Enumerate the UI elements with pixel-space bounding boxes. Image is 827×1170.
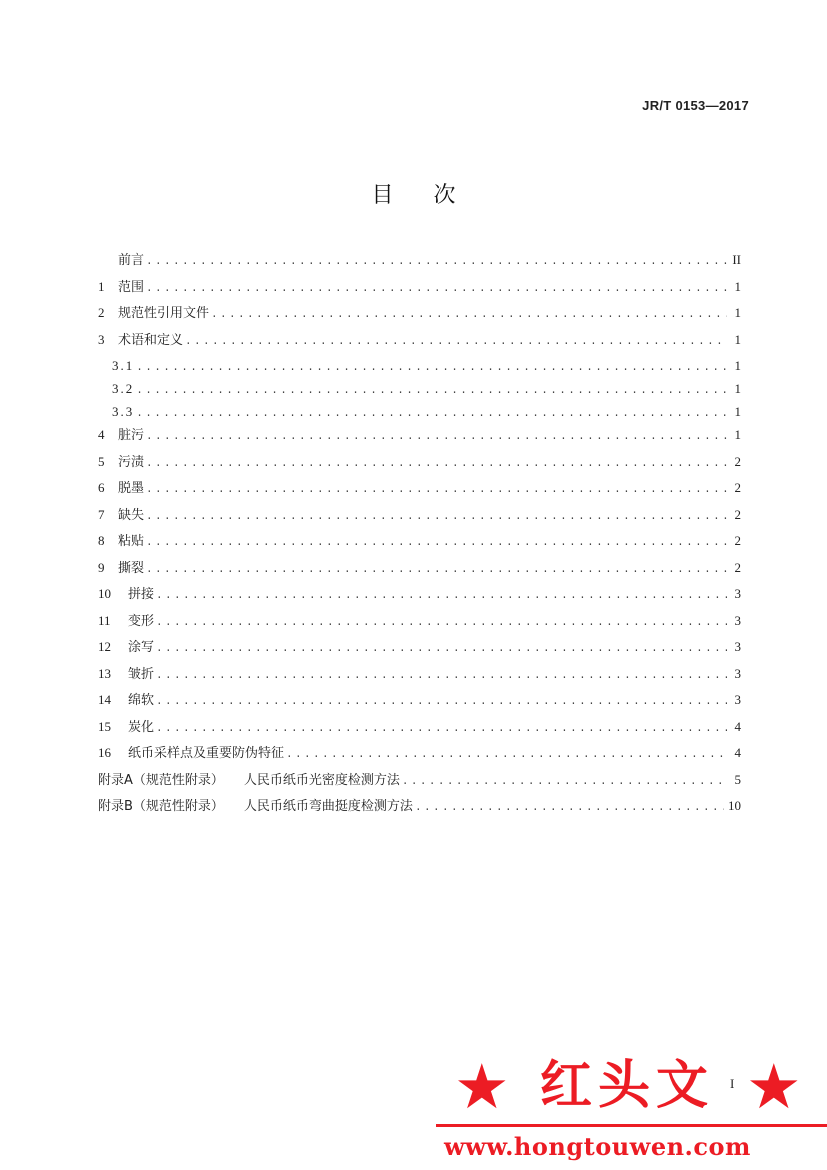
toc-entry-number: 4	[98, 427, 105, 442]
toc-entry[interactable]	[98, 277, 741, 304]
toc-entry[interactable]	[98, 379, 741, 402]
dot-leader	[156, 586, 727, 606]
dot-leader	[156, 692, 727, 712]
toc-entry[interactable]	[98, 690, 741, 717]
toc-entry-title: 撕裂	[118, 560, 145, 576]
toc-entry-page: 10	[728, 798, 741, 813]
toc-entry-number: 3.3	[112, 404, 135, 419]
toc-entry-title: 炭化	[128, 719, 155, 735]
toc-entry-number: 15	[98, 718, 111, 734]
toc-entry-title: 拼接	[128, 587, 155, 602]
dot-leader	[146, 427, 727, 447]
dot-leader	[156, 719, 727, 739]
toc-entry-number: 16	[98, 745, 111, 760]
page-number: I	[730, 1076, 735, 1091]
toc-entry-number: 5	[98, 453, 105, 469]
toc-entry-number: 13	[98, 665, 111, 681]
dot-leader	[146, 507, 727, 527]
toc-entry[interactable]	[98, 611, 741, 638]
toc-entry-page: 3	[734, 586, 741, 601]
dot-leader	[136, 404, 727, 424]
toc-entry-page: 3	[734, 639, 741, 654]
toc-title: 目次	[371, 183, 496, 208]
dot-leader	[156, 613, 727, 633]
toc-entry-number: 8	[98, 533, 105, 548]
toc-entry-number: 2	[98, 305, 105, 320]
dot-leader	[286, 745, 727, 765]
toc-entry[interactable]	[98, 717, 741, 744]
toc-entry-page: 1	[734, 381, 741, 396]
toc-entry-page: 1	[734, 358, 741, 373]
toc-entry-title: 涂写	[128, 640, 155, 655]
toc-entry[interactable]	[98, 452, 741, 479]
toc-entry[interactable]	[98, 743, 741, 770]
dot-leader	[415, 798, 724, 818]
toc-entry[interactable]	[98, 402, 741, 425]
toc-entry-page: 1	[734, 427, 741, 442]
dot-leader	[146, 480, 727, 500]
toc-entry-title: 人民币纸币光密度检测方法	[243, 772, 400, 788]
dot-leader	[402, 772, 727, 792]
toc-entry-page: 3	[734, 692, 741, 707]
toc-entry-number: 附录A（规范性附录）	[98, 772, 224, 788]
toc-entry-number: 3.1	[112, 358, 135, 373]
toc-entry-page: 5	[734, 771, 741, 787]
toc-entry-number: 7	[98, 506, 105, 522]
toc-entry-title: 范围	[118, 279, 145, 295]
toc-entry-title: 术语和定义	[118, 332, 184, 348]
toc-entry[interactable]	[98, 505, 741, 532]
toc-entry[interactable]	[98, 770, 741, 797]
toc-entry[interactable]	[98, 425, 741, 452]
toc-entry-page: 3	[734, 665, 741, 681]
dot-leader	[136, 358, 727, 378]
toc-entry-number: 3	[98, 331, 105, 347]
toc-entry-number: 12	[98, 639, 111, 654]
toc-entry-number: 附录B（规范性附录）	[98, 799, 224, 814]
toc-entry-number: 9	[98, 559, 105, 575]
toc-entry-title: 污渍	[118, 454, 145, 470]
toc-entry-number: 3.2	[112, 381, 135, 396]
toc-entry-number: 10	[98, 586, 111, 601]
toc-entry[interactable]	[98, 637, 741, 664]
toc-entry-page: 2	[734, 506, 741, 522]
toc-entry-title: 变形	[128, 613, 155, 629]
dot-leader	[136, 381, 727, 401]
watermark-url[interactable]: www.hongtouwen.com	[444, 1132, 751, 1161]
toc-entry[interactable]	[98, 356, 741, 379]
toc-entry-page: 4	[734, 745, 741, 760]
watermark-divider	[436, 1124, 827, 1127]
toc-entry[interactable]	[98, 558, 741, 585]
toc-entry[interactable]	[98, 796, 741, 823]
document-code: JR/T 0153—2017	[642, 98, 749, 113]
star-icon: ★	[746, 1050, 802, 1123]
toc-entry-title: 脏污	[118, 428, 145, 443]
toc-entry-number: 6	[98, 480, 105, 495]
dot-leader	[156, 639, 727, 659]
toc-entry-title: 纸币采样点及重要防伪特征	[128, 746, 285, 761]
toc-entry-number: 11	[98, 612, 111, 628]
toc-entry-page: 4	[734, 718, 741, 734]
toc-entry-number: 1	[98, 278, 105, 294]
toc-entry[interactable]	[98, 584, 741, 611]
toc-entry-page: II	[732, 252, 741, 267]
toc-entry-page: 2	[734, 559, 741, 575]
dot-leader	[146, 454, 727, 474]
dot-leader	[156, 666, 727, 686]
toc-entry-page: 1	[734, 278, 741, 294]
toc-entry-title: 人民币纸币弯曲挺度检测方法	[243, 799, 413, 814]
dot-leader	[146, 279, 727, 299]
toc-entry[interactable]	[98, 303, 741, 330]
toc-entry-page: 2	[734, 480, 741, 495]
toc-entry[interactable]	[98, 478, 741, 505]
dot-leader	[146, 252, 727, 272]
toc-entry-page: 2	[734, 533, 741, 548]
toc-entry[interactable]	[98, 330, 741, 357]
toc-entry-page: 1	[734, 331, 741, 347]
toc-entry[interactable]	[98, 250, 741, 277]
toc-entry-number: 14	[98, 692, 111, 707]
watermark-logo	[436, 1052, 827, 1170]
dot-leader	[146, 560, 727, 580]
toc-entry-title: 粘贴	[118, 534, 145, 549]
toc-entry-title: 绵软	[128, 693, 155, 708]
dot-leader	[211, 305, 727, 325]
toc-entry-title: 皱折	[128, 666, 155, 682]
dot-leader	[185, 332, 727, 352]
toc-entry-page: 1	[734, 404, 741, 419]
toc-entry-page: 3	[734, 612, 741, 628]
toc-entry[interactable]	[98, 664, 741, 691]
toc-entry-page: 2	[734, 453, 741, 469]
toc-entry-title: 脱墨	[118, 481, 145, 496]
table-of-contents	[98, 250, 741, 823]
toc-entry-title: 前言	[118, 253, 145, 268]
toc-entry-title: 规范性引用文件	[118, 306, 210, 321]
watermark-text: 红头文	[540, 1055, 715, 1116]
dot-leader	[146, 533, 727, 553]
star-icon: ★	[454, 1050, 510, 1123]
toc-entry-page: 1	[734, 305, 741, 320]
toc-entry-title: 缺失	[118, 507, 145, 523]
toc-entry[interactable]	[98, 531, 741, 558]
